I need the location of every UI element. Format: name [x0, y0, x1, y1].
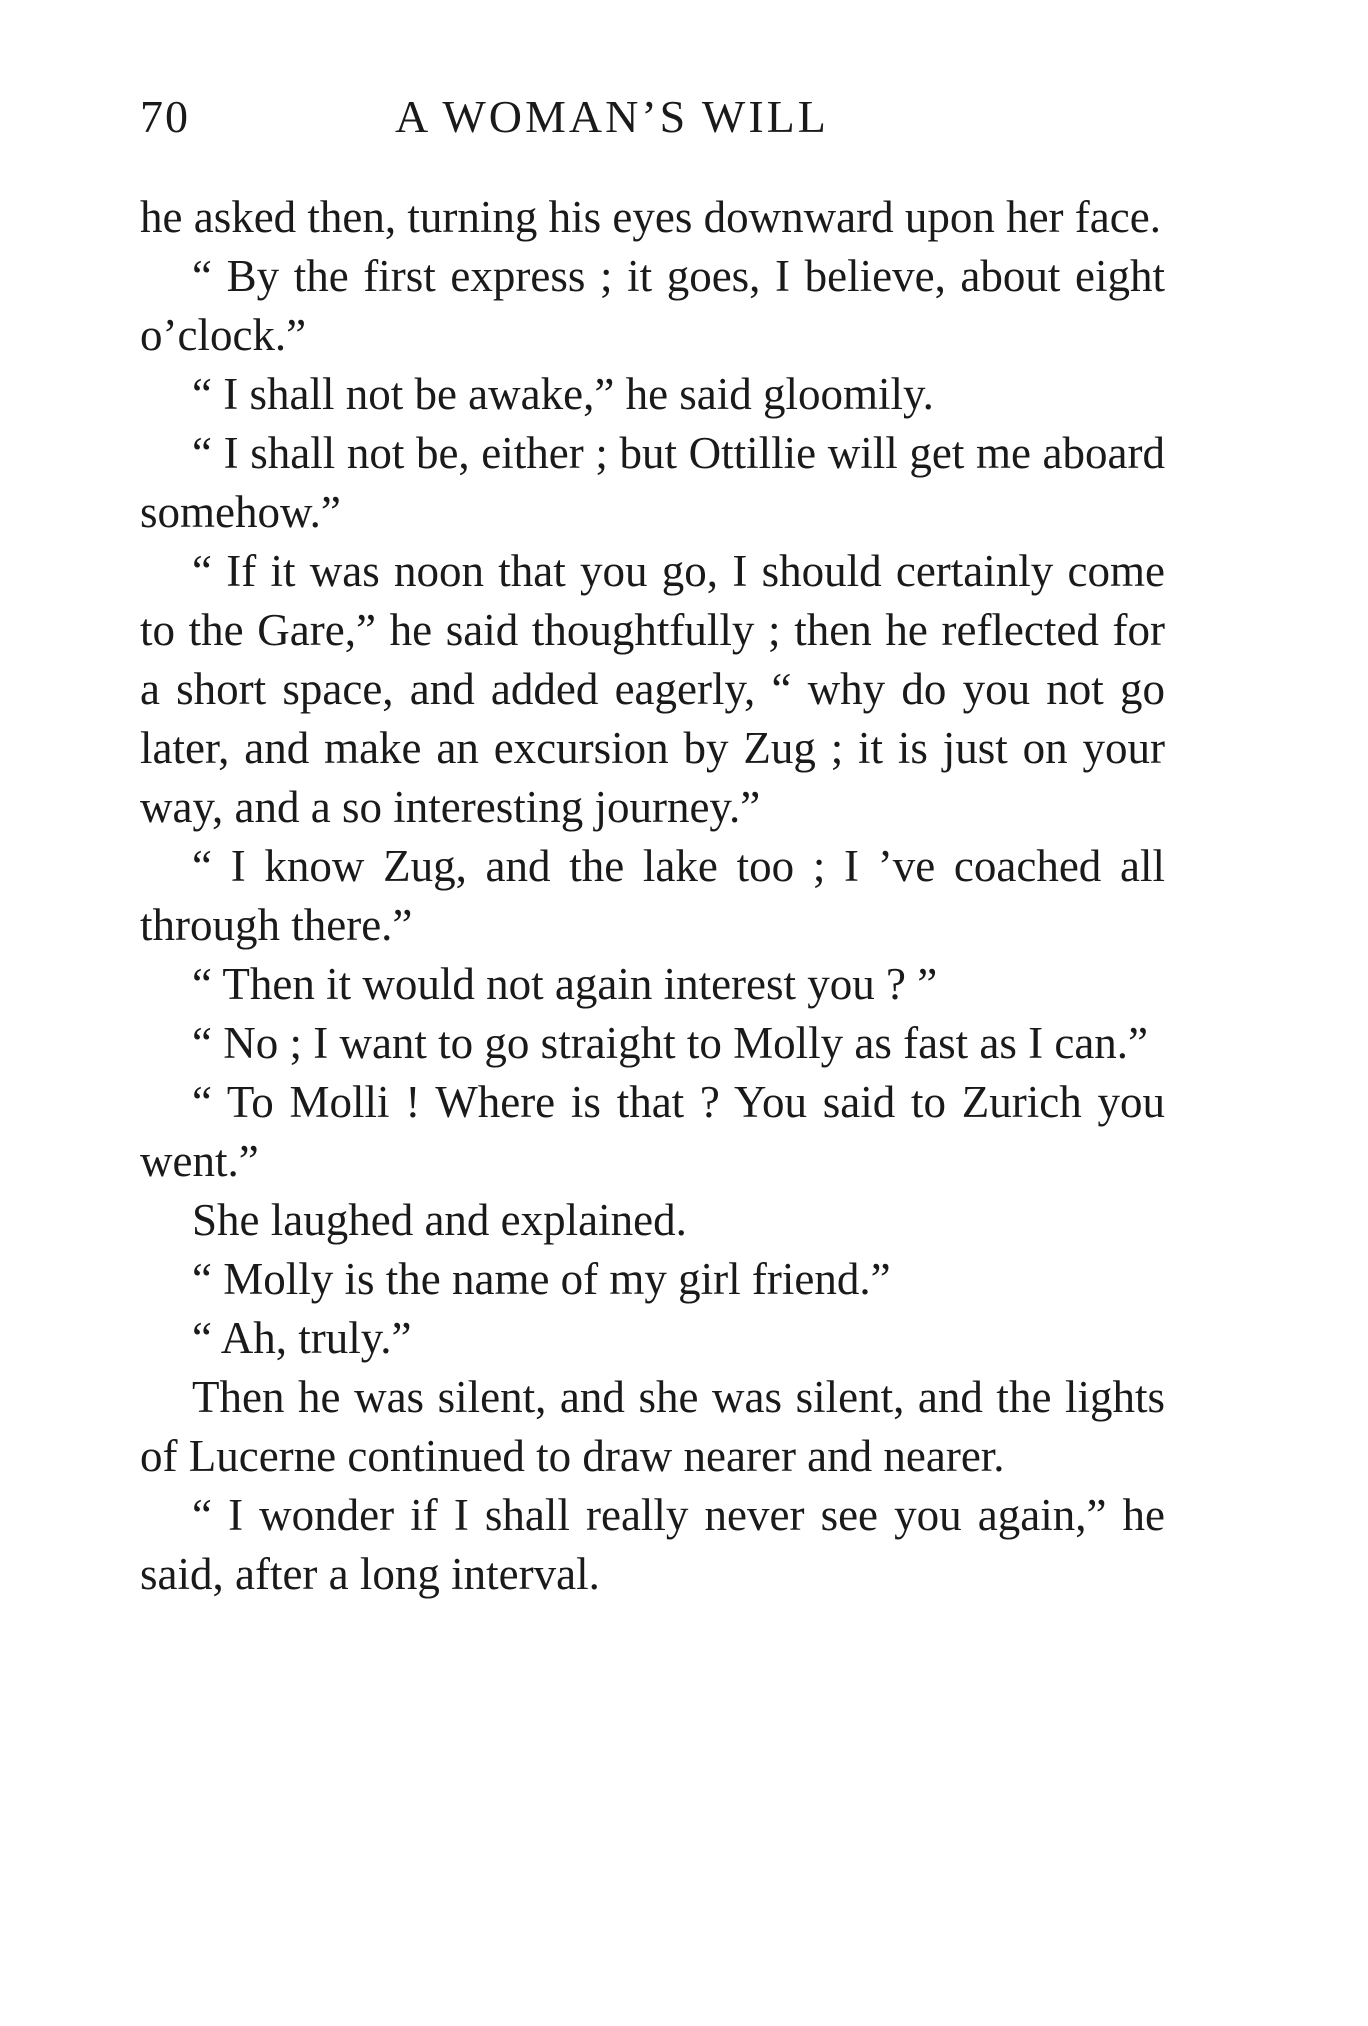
paragraph: “ Molly is the name of my girl friend.” — [192, 1254, 891, 1304]
paragraph: “ To Molli ! Where is that ? You said to Zurich you went.” — [140, 1077, 1165, 1186]
paragraph: “ I shall not be, either ; but Ottillie will get me aboard somehow.” — [140, 428, 1165, 537]
paragraph: “ Then it would not again interest you ? ” — [192, 959, 938, 1009]
paragraph: “ Ah, truly.” — [192, 1313, 412, 1363]
book-page — [140, 90, 1165, 1604]
paragraph: “ I wonder if I shall really never see you again,” he said, after a long interval. — [140, 1490, 1165, 1599]
paragraph: “ I shall not be awake,” he said gloomily. — [192, 369, 934, 419]
paragraph: he asked then, turning his eyes downward upon her face. — [140, 192, 1161, 242]
paragraph: Then he was silent, and she was silent, and the lights of Lucerne continued to draw nearer and nearer. — [140, 1372, 1165, 1481]
page-number: 70 — [140, 91, 190, 142]
paragraph: “ If it was noon that you go, I should certainly come to the Gare,” he said thoughtfully ; then he reflected for a short space, and added eagerly, “ why do you not go later, and make an excursion by Zug ; it is just on your way, and a so interesting journey.” — [140, 546, 1165, 832]
running-title: A WOMAN’S WILL — [395, 91, 829, 142]
page-header — [140, 90, 1165, 160]
paragraph: “ I know Zug, and the lake too ; I ’ve coached all through there.” — [140, 841, 1165, 950]
paragraph: She laughed and explained. — [192, 1195, 687, 1245]
paragraph: “ No ; I want to go straight to Molly as fast as I can.” — [192, 1018, 1149, 1068]
body-text — [140, 188, 1165, 1604]
paragraph: “ By the first express ; it goes, I believe, about eight o’clock.” — [140, 251, 1165, 360]
